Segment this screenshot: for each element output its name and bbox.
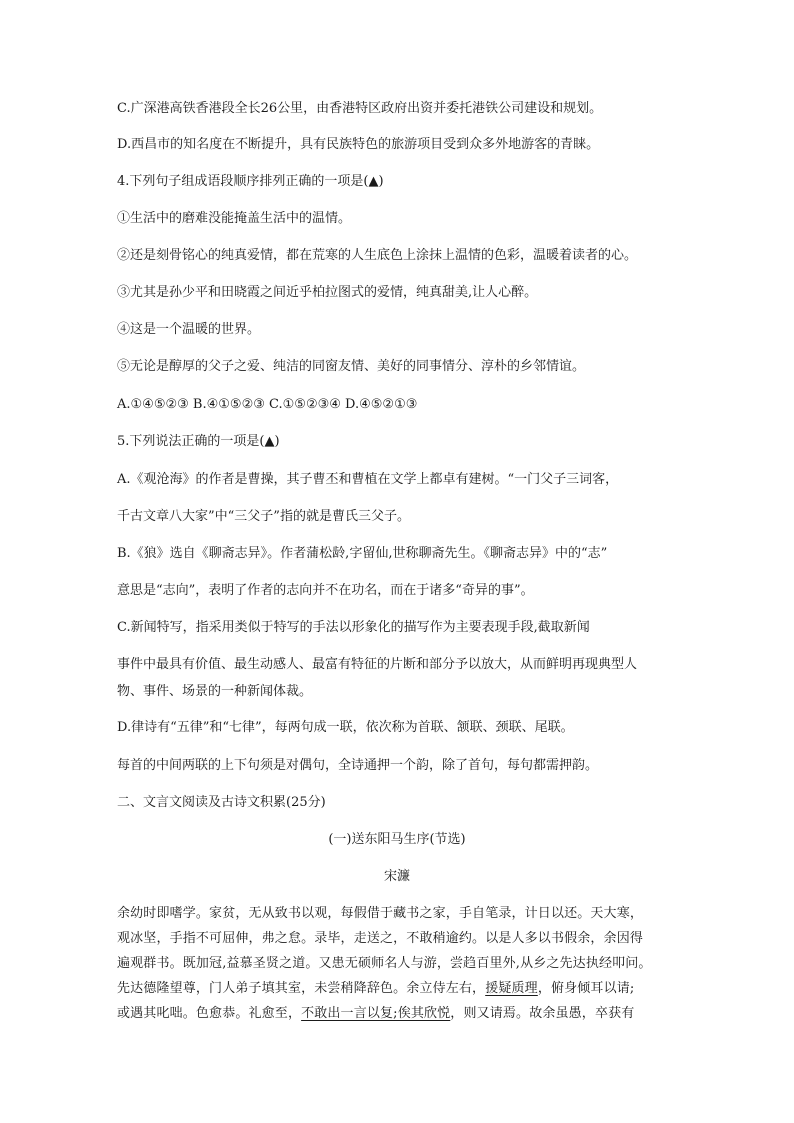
q5-option-b-line-1: B.《狼》选自《聊斋志异》。作者蒲松龄,字留仙,世称聊斋先生。《聊斋志异》中的“志” bbox=[117, 546, 608, 561]
q5-option-b-line-2: 意思是“志向”，表明了作者的志向并不在功名，而在于诸多“奇异的事”。 bbox=[117, 583, 534, 598]
sentence-2: ②还是刻骨铭心的纯真爱情，都在荒寒的人生底色上涂抹上温情的色彩，温暖着读者的心。 bbox=[117, 248, 638, 263]
question-4-options: A.①④⑤②③ B.④①⑤②③ C.①⑤②③④ D.④⑤②①③ bbox=[117, 397, 418, 412]
passage-line-4-part-c: ，俯身倾耳以请; bbox=[537, 981, 635, 996]
sentence-5: ⑤无论是醇厚的父子之爱、纯洁的同窗友情、美好的同事情分、淳朴的乡邻情谊。 bbox=[117, 359, 586, 374]
passage-author: 宋濂 bbox=[383, 869, 410, 884]
underlined-phrase-2: 不敢出一言以复;俟其欣悦 bbox=[301, 1006, 451, 1021]
sentence-4: ④这是一个温暖的世界。 bbox=[117, 322, 261, 337]
q5-option-c-line-1: C.新闻特写，指采用类似于特写的手法以形象化的描写作为主要表现手段,截取新闻 bbox=[117, 620, 590, 635]
passage-line-5 bbox=[117, 1005, 634, 1023]
q5-option-a-line-1: A.《观沧海》的作者是曹操，其子曹丕和曹植在文学上都卓有建树。“一门父子三词客， bbox=[117, 472, 619, 487]
passage-line-4-part-a: 先达德隆望尊，门人弟子填其室，未尝稍降辞色。余立侍左右， bbox=[117, 981, 486, 996]
passage-line-1: 余幼时即嗜学。家贫，无从致书以观，每假借于藏书之家，手自笔录，计日以还。天大寒， bbox=[117, 906, 644, 921]
passage-line-4 bbox=[117, 980, 634, 998]
section-2-heading: 二、文言文阅读及古诗文积累(25分) bbox=[117, 795, 326, 810]
q5-option-d-line-1: D.律诗有“五律”和“七律”，每两句成一联，依次称为首联、颔联、颈联、尾联。 bbox=[117, 720, 574, 735]
question-5-stem: 5.下列说法正确的一项是(▲) bbox=[117, 434, 280, 449]
q5-option-d-line-2: 每首的中间两联的上下句须是对偶句，全诗通押一个韵，除了首句，每句都需押韵。 bbox=[117, 758, 599, 773]
passage-line-5-part-a: 或遇其叱咄。色愈恭。礼愈至， bbox=[117, 1006, 302, 1021]
passage-line-2: 观冰坚，手指不可屈伸，弗之怠。录毕，走送之，不敢稍逾约。以是人多以书假余，余因得 bbox=[117, 931, 644, 946]
option-c-line: C.广深港高铁香港段全长26公里，由香港特区政府出资并委托港铁公司建设和规划。 bbox=[117, 101, 603, 116]
sentence-3: ③尤其是孙少平和田晓霞之间近乎柏拉图式的爱情，纯真甜美,让人心醉。 bbox=[117, 285, 538, 300]
passage-line-5-part-c: ，则又请焉。故余虽愚，卒获有 bbox=[450, 1006, 635, 1021]
passage-line-3: 遍观群书。既加冠,益慕圣贤之道。又患无硕师名人与游，尝趋百里外,从乡之先达执经叩问。 bbox=[117, 956, 652, 971]
q5-option-a-line-2: 千古文章八大家”中“三父子”指的就是曹氏三父子。 bbox=[117, 509, 410, 524]
q5-option-c-line-2: 事件中最具有价值、最生动感人、最富有特征的片断和部分予以放大，从而鲜明再现典型人 bbox=[117, 657, 638, 672]
underlined-phrase-1: 援疑质理 bbox=[485, 981, 538, 996]
q5-option-c-line-3: 物、事件、场景的一种新闻体裁。 bbox=[117, 684, 313, 699]
option-d-line: D.西昌市的知名度在不断提升，具有民族特色的旅游项目受到众多外地游客的青睐。 bbox=[117, 137, 600, 152]
question-4-stem: 4.下列句子组成语段顺序排列正确的一项是(▲) bbox=[117, 174, 384, 189]
sentence-1: ①生活中的磨难没能掩盖生活中的温情。 bbox=[117, 211, 352, 226]
passage-title: (一)送东阳马生序(节选) bbox=[328, 832, 466, 847]
